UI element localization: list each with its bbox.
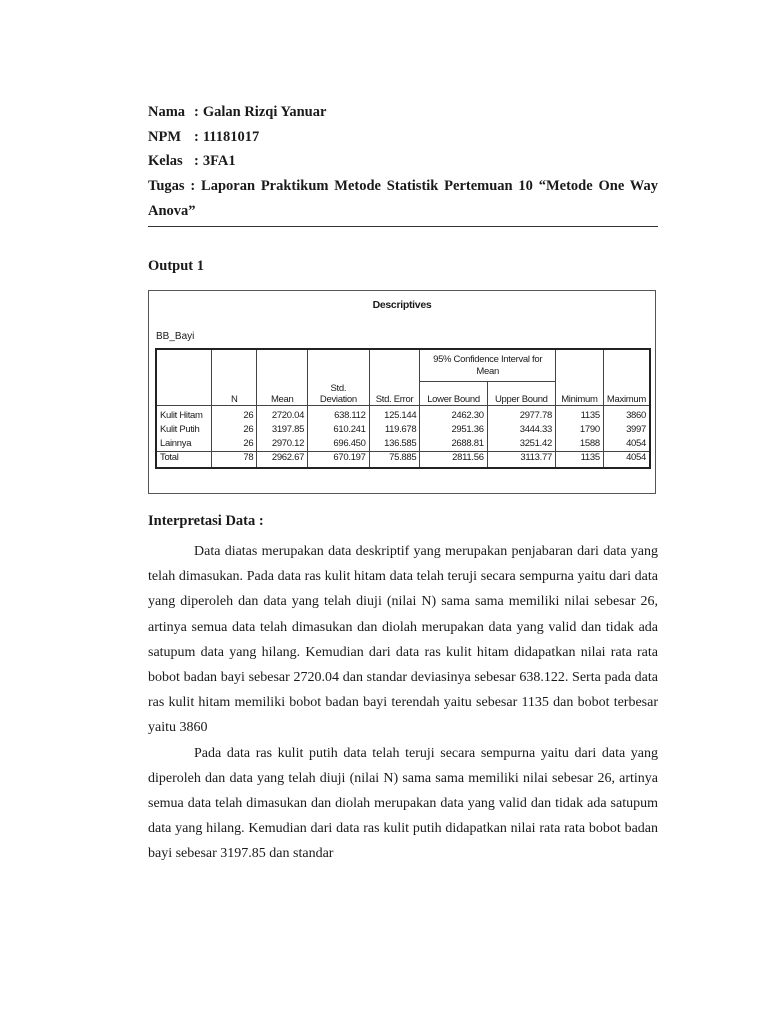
tugas-value: Laporan Praktikum Metode Statistik Pertemuan 10 “Metode One Way Anova” — [148, 178, 659, 220]
kelas-separator: : — [194, 153, 199, 170]
col-n: N — [212, 349, 257, 405]
row-label: Lainnya — [156, 437, 212, 452]
table-row — [156, 437, 650, 452]
npm-label: NPM — [148, 128, 182, 145]
cell-min: 1135 — [555, 405, 603, 422]
document-header — [148, 100, 658, 278]
npm-separator: : — [194, 128, 199, 145]
cell-mean: 3197.85 — [257, 422, 308, 437]
cell-se: 136.585 — [369, 437, 420, 452]
cell-sd: 670.197 — [308, 451, 370, 468]
interpretation-section — [148, 513, 658, 867]
table-row-total — [156, 451, 650, 468]
cell-max: 4054 — [603, 451, 650, 468]
cell-mean: 2962.67 — [257, 451, 308, 468]
cell-sd: 610.241 — [308, 422, 370, 437]
cell-upper: 3113.77 — [487, 451, 555, 468]
nama-label: Nama — [148, 103, 186, 120]
col-std-deviation: Std. Deviation — [308, 349, 370, 405]
descriptives-table — [155, 348, 651, 469]
spss-variable-name: BB_Bayi — [156, 331, 195, 342]
kelas-line — [148, 150, 658, 175]
row-label: Kulit Putih — [156, 422, 212, 437]
cell-sd: 696.450 — [308, 437, 370, 452]
col-minimum: Minimum — [555, 349, 603, 405]
header-row-group — [156, 349, 650, 381]
paragraph: Pada data ras kulit putih data telah teruji secara sempurna yaitu dari data yang diperoleh dan data yang telah diuji (nilai N) sama sama memiliki nilai sebesar 26, artinya semua data telah dimasukan dan diolah merupakan data yang valid dan tidak ada satupum data yang hilang. Kemudian dari data ras kulit putih didapatkan nilai rata rata bobot badan bayi sebesar 3197.85 dan standar — [148, 745, 658, 862]
cell-lower: 2462.30 — [420, 405, 487, 422]
spss-output-table — [148, 290, 656, 494]
npm-line — [148, 125, 658, 150]
table-row — [156, 405, 650, 422]
cell-max: 4054 — [603, 437, 650, 452]
cell-se: 75.885 — [369, 451, 420, 468]
nama-line — [148, 100, 658, 125]
output-title: Output 1 — [148, 258, 205, 275]
interpretation-title: Interpretasi Data : — [148, 513, 264, 529]
cell-n: 26 — [212, 405, 257, 422]
col-lower-bound: Lower Bound — [420, 381, 487, 405]
cell-upper: 3251.42 — [487, 437, 555, 452]
header-divider — [148, 226, 658, 227]
col-upper-bound: Upper Bound — [487, 381, 555, 405]
kelas-label: Kelas — [148, 153, 183, 170]
cell-sd: 638.112 — [308, 405, 370, 422]
cell-max: 3997 — [603, 422, 650, 437]
col-maximum: Maximum — [603, 349, 650, 405]
paragraph: Data diatas merupakan data deskriptif yang merupakan penjabaran dari data yang telah dimasukan. Pada data ras kulit hitam data telah teruji secara sempurna yaitu dari data yang diperoleh dan data yang telah diuji (nilai N) sama sama memiliki nilai sebesar 26, artinya semua data telah dimasukan dan diolah merupakan data yang valid dan tidak ada satupum data yang hilang. Kemudian dari data ras kulit hitam didapatkan nilai rata rata bobot badan bayi sebesar 2720.04 dan standar deviasinya sebesar 638.122. Serta pada data ras kulit hitam memiliki bobot badan bayi terendah yaitu sebesar 1135 dan bobot terbesar yaitu 3860 — [148, 544, 658, 736]
corner-cell — [156, 349, 212, 405]
cell-min: 1135 — [555, 451, 603, 468]
cell-lower: 2688.81 — [420, 437, 487, 452]
cell-n: 26 — [212, 422, 257, 437]
col-std-error: Std. Error — [369, 349, 420, 405]
cell-upper: 3444.33 — [487, 422, 555, 437]
cell-lower: 2951.36 — [420, 422, 487, 437]
col-mean: Mean — [257, 349, 308, 405]
tugas-label: Tugas — [148, 178, 185, 195]
npm-value: 11181017 — [202, 128, 260, 145]
cell-min: 1588 — [555, 437, 603, 452]
cell-se: 125.144 — [369, 405, 420, 422]
cell-n: 78 — [212, 451, 257, 468]
tugas-line — [148, 174, 658, 224]
nama-value: Galan Rizqi Yanuar — [202, 103, 327, 120]
cell-se: 119.678 — [369, 422, 420, 437]
col-confidence-interval: 95% Confidence Interval for Mean — [420, 349, 556, 381]
cell-mean: 2970.12 — [257, 437, 308, 452]
tugas-separator: : — [190, 178, 196, 195]
cell-lower: 2811.56 — [420, 451, 487, 468]
cell-upper: 2977.78 — [487, 405, 555, 422]
row-label: Total — [156, 451, 212, 468]
cell-mean: 2720.04 — [257, 405, 308, 422]
cell-min: 1790 — [555, 422, 603, 437]
cell-n: 26 — [212, 437, 257, 452]
table-row — [156, 422, 650, 437]
cell-max: 3860 — [603, 405, 650, 422]
kelas-value: 3FA1 — [202, 153, 236, 170]
spss-title: Descriptives — [372, 299, 432, 311]
row-label: Kulit Hitam — [156, 405, 212, 422]
nama-separator: : — [194, 103, 199, 120]
